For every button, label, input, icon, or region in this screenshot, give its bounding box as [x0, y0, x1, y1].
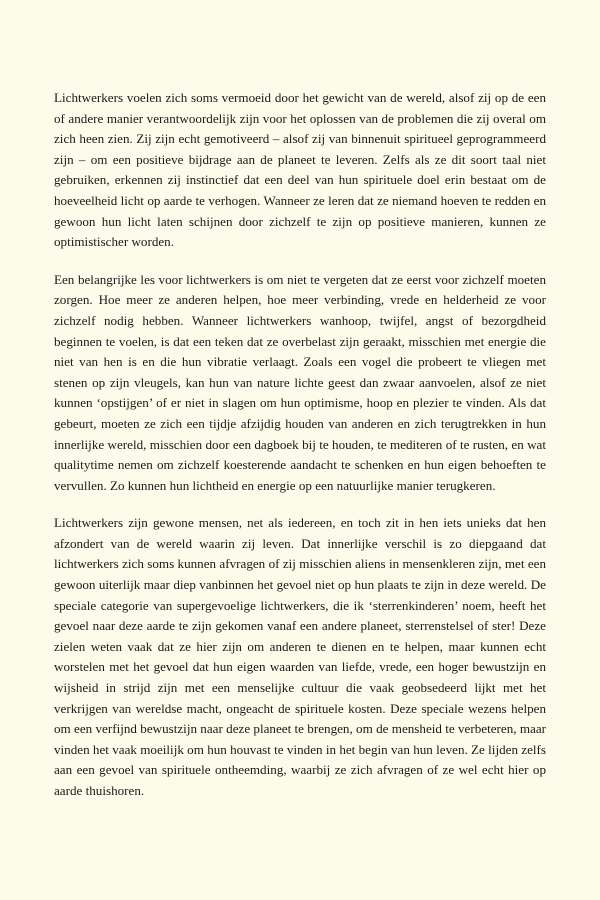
paragraph-3: Lichtwerkers zijn gewone mensen, net als iedereen, en toch zit in hen iets unieks dat hen afzondert van de wereld waarin zij leven. Dat innerlijke verschil is zo diepgaand dat lichtwerkers zich soms kunnen afvragen of zij misschien aliens in mensenkleren zijn, met een gewoon uiterlijk maar diep vanbinnen het gevoel niet op hun plaats te zijn in deze wereld. De speciale categorie van supergevoelige lichtwerkers, die ik ‘sterrenkinderen’ noem, heeft het gevoel naar deze aarde te zijn gekomen vanaf een andere planeet, sterrenstelsel of ster! Deze zielen weten vaak dat ze hier zijn om anderen te dienen en te helpen, maar kunnen echt worstelen met het gevoel dat hun eigen waarden van liefde, vrede, een hoger bewustzijn en wijsheid in strijd zijn met een menselijke cultuur die vaak geobsedeerd lijkt met het verkrijgen van wereldse macht, ongeacht de spirituele kosten. Deze speciale wezens helpen om een verfijnd bewustzijn naar deze planeet te brengen, om de mensheid te verbeteren, maar vinden het vaak moeilijk om hun houvast te vinden in het begin van hun leven. Ze lijden zelfs aan een gevoel van spirituele ontheemding, waarbij ze zich afvragen of ze wel echt hier op aarde thuishoren. [54, 515, 546, 798]
body-text-column [54, 88, 546, 802]
paragraph-2: Een belangrijke les voor lichtwerkers is om niet te vergeten dat ze eerst voor zichzelf moeten zorgen. Hoe meer ze anderen helpen, hoe meer verbinding, vrede en helderheid ze voor zichzelf nodig hebben. Wanneer lichtwerkers wanhoop, twijfel, angst of bezorgdheid beginnen te voelen, is dat een teken dat ze overbelast zijn geraakt, misschien met energie die niet van hen is en die hun vibratie verlaagt. Zoals een vogel die probeert te vliegen met stenen op zijn vleugels, kan hun van nature lichte geest dan zwaar aanvoelen, alsof ze niet kunnen ‘opstijgen’ of er niet in slagen om hun optimisme, hoop en plezier te vinden. Als dat gebeurt, moeten ze zich een tijdje afzijdig houden van anderen en zich terugtrekken in hun innerlijke wereld, misschien door een dagboek bij te houden, te mediteren of te rusten, en wat qualitytime nemen om zichzelf koesterende aandacht te schenken en hun eigen behoeften te vervullen. Zo kunnen hun lichtheid en energie op een natuurlijke manier terugkeren. [54, 271, 546, 493]
paragraph-1: Lichtwerkers voelen zich soms vermoeid door het gewicht van de wereld, alsof zij op de een of andere manier verantwoordelijk zijn voor het oplossen van de problemen die zij overal om zich heen zien. Zij zijn echt gemotiveerd – alsof zij van binnenuit spiritueel geprogrammeerd zijn – om een positieve bijdrage aan de planeet te leveren. Zelfs als ze dit soort taal niet gebruiken, erkennen zij instinctief dat een deel van hun spirituele doel erin bestaat om de hoeveelheid licht op aarde te verhogen. Wanneer ze leren dat ze niemand hoeven te redden en gewoon hun licht laten schijnen door zichzelf te zijn op positieve manieren, kunnen ze optimistischer worden. [54, 90, 546, 250]
